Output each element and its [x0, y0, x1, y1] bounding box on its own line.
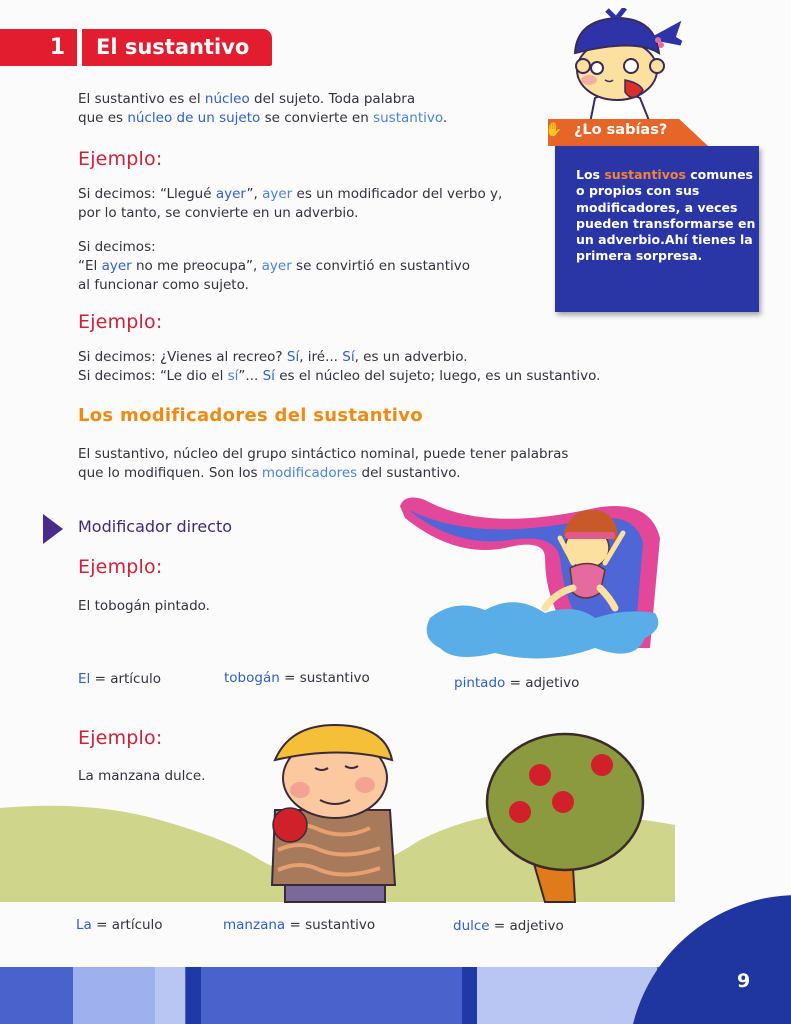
example-1-line [78, 185, 548, 204]
text-run: El sustantivo es el [78, 91, 205, 107]
highlighted-term: Sí [342, 349, 355, 365]
footer-stripe [186, 967, 201, 1024]
part-article: La = artículo [76, 917, 163, 933]
callout-tab-label: ¿Lo sabías? [574, 122, 668, 138]
page-number-circle [628, 895, 791, 1024]
highlighted-term: sí [227, 368, 239, 384]
callout-highlight: sustantivos [604, 167, 686, 182]
example-heading: Ejemplo: [78, 311, 163, 333]
example-1-line: al funcionar como sujeto. [78, 277, 249, 293]
text-run: se convirtió en sustantivo [291, 258, 471, 274]
example-sentence: El tobogán pintado. [78, 598, 210, 614]
text-run: que lo modifiquen. Son los [78, 465, 262, 481]
example-2-paragraph [78, 348, 678, 386]
highlighted-term: Sí [286, 349, 300, 365]
subsection-heading: Modificador directo [78, 517, 233, 536]
example-1-line [78, 257, 548, 276]
example-2-line [78, 367, 678, 386]
page-number: 9 [737, 970, 751, 992]
text-run: “El [78, 258, 102, 274]
text-run: ”, [246, 186, 263, 202]
text-run: , iré... [299, 349, 343, 365]
text-run: no me preocupa”, [131, 258, 262, 274]
triangle-bullet-icon [43, 514, 63, 544]
text-run: del sustantivo. [357, 465, 461, 481]
hand-icon: ✋ [545, 122, 563, 138]
highlighted-term: núcleo de un sujeto [127, 110, 261, 126]
chapter-number: 1 [0, 29, 77, 66]
text-run: Si decimos: “Le dio el [78, 368, 228, 384]
text-run: que es [78, 110, 128, 126]
part-adjective: dulce = adjetivo [453, 918, 564, 934]
text-run: ”... [238, 368, 263, 384]
example-sentence: La manzana dulce. [78, 768, 206, 784]
highlighted-term: modificadores [261, 465, 358, 481]
example-heading: Ejemplo: [78, 556, 163, 578]
example-1-line: por lo tanto, se convierte en un adverbio. [78, 205, 359, 221]
intro-line-1 [78, 90, 538, 109]
text-run: se convierte en [260, 110, 374, 126]
part-article: El = artículo [78, 671, 162, 687]
text-run: . [442, 110, 448, 126]
slide-illustration [395, 488, 675, 668]
example-heading: Ejemplo: [78, 148, 163, 170]
intro-line-2 [78, 109, 538, 128]
boy-apple-tree-illustration [0, 720, 680, 910]
section-title: Los modificadores del sustantivo [78, 405, 423, 426]
modifiers-paragraph [78, 445, 638, 483]
highlighted-term: Sí [262, 368, 275, 384]
text-run: del sujeto. Toda palabra [249, 91, 416, 107]
example-1-line: Si decimos: [78, 239, 156, 255]
footer-stripe [477, 967, 657, 1024]
example-2-line [78, 348, 678, 367]
text-run: , es un adverbio. [354, 349, 468, 365]
footer-stripe [155, 967, 185, 1024]
modifiers-line: El sustantivo, núcleo del grupo sintáctico nominal, puede tener palabras [78, 446, 569, 462]
text-run: Si decimos: “Llegué [78, 186, 216, 202]
example-heading: Ejemplo: [78, 727, 163, 749]
girl-illustration [555, 8, 685, 123]
text-run: Si decimos: ¿Vienes al recreo? [78, 349, 287, 365]
footer-stripe [462, 967, 477, 1024]
highlighted-term: ayer [101, 258, 132, 274]
modifiers-line [78, 464, 638, 483]
highlighted-term: ayer [261, 258, 292, 274]
highlighted-term: sustantivo [373, 110, 443, 126]
intro-paragraph [78, 90, 538, 128]
text-run: es un modificador del verbo y, [292, 186, 503, 202]
text-run: es el núcleo del sujeto; luego, es un sustantivo. [274, 368, 601, 384]
example-1-paragraph-2 [78, 238, 548, 295]
part-noun: tobogán = sustantivo [224, 670, 370, 686]
callout-text: Los sustantivos comunes o propios con sus modificadores, a veces pueden transformarse en un adverbio.Ahí tienes la primera sorpresa. [576, 167, 756, 264]
part-noun: manzana = sustantivo [223, 917, 376, 933]
highlighted-term: ayer [262, 186, 293, 202]
part-adjective: pintado = adjetivo [454, 675, 580, 691]
highlighted-term: núcleo [204, 91, 250, 107]
example-1-paragraph-1 [78, 185, 548, 223]
highlighted-term: ayer [215, 186, 247, 202]
page-title: El sustantivo [82, 29, 272, 66]
